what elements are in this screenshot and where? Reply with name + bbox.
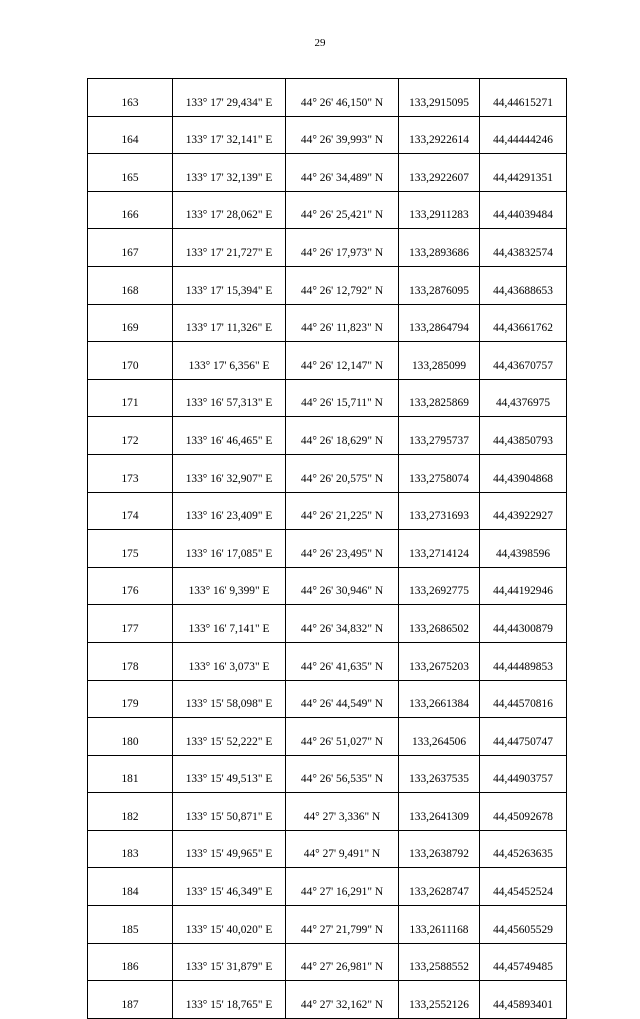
latitude-dms-cell: 44° 26' 18,629" N <box>286 417 399 455</box>
longitude-decimal-cell: 133,2864794 <box>399 304 480 342</box>
longitude-dms-cell: 133° 16' 32,907" E <box>173 454 286 492</box>
latitude-dms-cell: 44° 26' 39,993" N <box>286 116 399 154</box>
latitude-dms-cell: 44° 26' 56,535" N <box>286 755 399 793</box>
point-number-cell: 175 <box>88 530 173 568</box>
point-number-cell: 171 <box>88 379 173 417</box>
latitude-dms-cell: 44° 26' 41,635" N <box>286 642 399 680</box>
latitude-decimal-cell: 44,43850793 <box>480 417 567 455</box>
latitude-decimal-cell: 44,43670757 <box>480 342 567 380</box>
longitude-decimal-cell: 133,2675203 <box>399 642 480 680</box>
table-row <box>88 981 567 1019</box>
longitude-decimal-cell: 133,2876095 <box>399 266 480 304</box>
longitude-dms-cell: 133° 16' 23,409" E <box>173 492 286 530</box>
latitude-decimal-cell: 44,45263635 <box>480 830 567 868</box>
point-number-cell: 187 <box>88 981 173 1019</box>
longitude-decimal-cell: 133,2552126 <box>399 981 480 1019</box>
longitude-dms-cell: 133° 15' 49,513" E <box>173 755 286 793</box>
table-row <box>88 793 567 831</box>
latitude-decimal-cell: 44,43922927 <box>480 492 567 530</box>
latitude-decimal-cell: 44,43661762 <box>480 304 567 342</box>
latitude-decimal-cell: 44,43832574 <box>480 229 567 267</box>
longitude-decimal-cell: 133,285099 <box>399 342 480 380</box>
latitude-decimal-cell: 44,45749485 <box>480 943 567 981</box>
table-row <box>88 718 567 756</box>
longitude-decimal-cell: 133,2692775 <box>399 567 480 605</box>
latitude-decimal-cell: 44,44039484 <box>480 191 567 229</box>
table-row <box>88 229 567 267</box>
longitude-dms-cell: 133° 16' 17,085" E <box>173 530 286 568</box>
point-number-cell: 176 <box>88 567 173 605</box>
table-row <box>88 605 567 643</box>
longitude-dms-cell: 133° 17' 32,141" E <box>173 116 286 154</box>
latitude-decimal-cell: 44,45605529 <box>480 906 567 944</box>
point-number-cell: 166 <box>88 191 173 229</box>
latitude-decimal-cell: 44,44444246 <box>480 116 567 154</box>
longitude-dms-cell: 133° 15' 49,965" E <box>173 830 286 868</box>
longitude-decimal-cell: 133,2611168 <box>399 906 480 944</box>
latitude-dms-cell: 44° 26' 23,495" N <box>286 530 399 568</box>
point-number-cell: 163 <box>88 79 173 117</box>
point-number-cell: 185 <box>88 906 173 944</box>
point-number-cell: 180 <box>88 718 173 756</box>
latitude-decimal-cell: 44,44903757 <box>480 755 567 793</box>
latitude-dms-cell: 44° 27' 26,981" N <box>286 943 399 981</box>
longitude-decimal-cell: 133,2731693 <box>399 492 480 530</box>
longitude-dms-cell: 133° 16' 7,141" E <box>173 605 286 643</box>
table-row <box>88 417 567 455</box>
longitude-dms-cell: 133° 15' 31,879" E <box>173 943 286 981</box>
latitude-decimal-cell: 44,4376975 <box>480 379 567 417</box>
latitude-decimal-cell: 44,44192946 <box>480 567 567 605</box>
longitude-decimal-cell: 133,2825869 <box>399 379 480 417</box>
table-row <box>88 755 567 793</box>
table-row <box>88 642 567 680</box>
point-number-cell: 174 <box>88 492 173 530</box>
latitude-dms-cell: 44° 26' 17,973" N <box>286 229 399 267</box>
table-row <box>88 830 567 868</box>
longitude-decimal-cell: 133,2922614 <box>399 116 480 154</box>
coordinates-table-body <box>88 79 567 1019</box>
coordinates-table <box>87 78 567 1019</box>
latitude-decimal-cell: 44,45893401 <box>480 981 567 1019</box>
latitude-decimal-cell: 44,44570816 <box>480 680 567 718</box>
point-number-cell: 178 <box>88 642 173 680</box>
longitude-decimal-cell: 133,2588552 <box>399 943 480 981</box>
latitude-dms-cell: 44° 26' 20,575" N <box>286 454 399 492</box>
longitude-dms-cell: 133° 15' 52,222" E <box>173 718 286 756</box>
longitude-decimal-cell: 133,2641309 <box>399 793 480 831</box>
latitude-decimal-cell: 44,44291351 <box>480 154 567 192</box>
point-number-cell: 164 <box>88 116 173 154</box>
latitude-dms-cell: 44° 27' 9,491" N <box>286 830 399 868</box>
latitude-dms-cell: 44° 26' 34,489" N <box>286 154 399 192</box>
point-number-cell: 173 <box>88 454 173 492</box>
longitude-decimal-cell: 133,2911283 <box>399 191 480 229</box>
longitude-dms-cell: 133° 16' 9,399" E <box>173 567 286 605</box>
table-row <box>88 868 567 906</box>
longitude-decimal-cell: 133,2714124 <box>399 530 480 568</box>
longitude-decimal-cell: 133,2686502 <box>399 605 480 643</box>
latitude-dms-cell: 44° 27' 32,162" N <box>286 981 399 1019</box>
latitude-dms-cell: 44° 26' 15,711" N <box>286 379 399 417</box>
latitude-dms-cell: 44° 26' 25,421" N <box>286 191 399 229</box>
latitude-dms-cell: 44° 26' 51,027" N <box>286 718 399 756</box>
longitude-dms-cell: 133° 16' 57,313" E <box>173 379 286 417</box>
longitude-decimal-cell: 133,2637535 <box>399 755 480 793</box>
latitude-decimal-cell: 44,43904868 <box>480 454 567 492</box>
latitude-decimal-cell: 44,44300879 <box>480 605 567 643</box>
point-number-cell: 186 <box>88 943 173 981</box>
latitude-decimal-cell: 44,43688653 <box>480 266 567 304</box>
table-row <box>88 154 567 192</box>
latitude-dms-cell: 44° 27' 3,336" N <box>286 793 399 831</box>
point-number-cell: 169 <box>88 304 173 342</box>
table-row <box>88 342 567 380</box>
latitude-dms-cell: 44° 26' 30,946" N <box>286 567 399 605</box>
table-row <box>88 680 567 718</box>
table-row <box>88 79 567 117</box>
point-number-cell: 179 <box>88 680 173 718</box>
longitude-dms-cell: 133° 15' 46,349" E <box>173 868 286 906</box>
point-number-cell: 181 <box>88 755 173 793</box>
longitude-dms-cell: 133° 15' 18,765" E <box>173 981 286 1019</box>
point-number-cell: 172 <box>88 417 173 455</box>
longitude-decimal-cell: 133,2893686 <box>399 229 480 267</box>
longitude-decimal-cell: 133,2638792 <box>399 830 480 868</box>
table-row <box>88 492 567 530</box>
longitude-dms-cell: 133° 15' 40,020" E <box>173 906 286 944</box>
point-number-cell: 183 <box>88 830 173 868</box>
longitude-decimal-cell: 133,2758074 <box>399 454 480 492</box>
latitude-dms-cell: 44° 26' 34,832" N <box>286 605 399 643</box>
point-number-cell: 170 <box>88 342 173 380</box>
longitude-dms-cell: 133° 17' 15,394" E <box>173 266 286 304</box>
longitude-dms-cell: 133° 15' 50,871" E <box>173 793 286 831</box>
table-row <box>88 530 567 568</box>
longitude-decimal-cell: 133,2795737 <box>399 417 480 455</box>
latitude-dms-cell: 44° 26' 44,549" N <box>286 680 399 718</box>
longitude-decimal-cell: 133,2915095 <box>399 79 480 117</box>
latitude-decimal-cell: 44,4398596 <box>480 530 567 568</box>
latitude-dms-cell: 44° 26' 21,225" N <box>286 492 399 530</box>
latitude-decimal-cell: 44,44750747 <box>480 718 567 756</box>
longitude-dms-cell: 133° 15' 58,098" E <box>173 680 286 718</box>
latitude-decimal-cell: 44,45452524 <box>480 868 567 906</box>
latitude-decimal-cell: 44,44489853 <box>480 642 567 680</box>
table-row <box>88 906 567 944</box>
point-number-cell: 168 <box>88 266 173 304</box>
longitude-dms-cell: 133° 17' 11,326" E <box>173 304 286 342</box>
point-number-cell: 182 <box>88 793 173 831</box>
longitude-decimal-cell: 133,2628747 <box>399 868 480 906</box>
table-row <box>88 454 567 492</box>
longitude-dms-cell: 133° 16' 46,465" E <box>173 417 286 455</box>
table-row <box>88 116 567 154</box>
longitude-decimal-cell: 133,264506 <box>399 718 480 756</box>
point-number-cell: 165 <box>88 154 173 192</box>
point-number-cell: 184 <box>88 868 173 906</box>
longitude-decimal-cell: 133,2661384 <box>399 680 480 718</box>
point-number-cell: 177 <box>88 605 173 643</box>
longitude-decimal-cell: 133,2922607 <box>399 154 480 192</box>
page-number: 29 <box>314 37 326 49</box>
table-row <box>88 567 567 605</box>
table-row <box>88 943 567 981</box>
table-row <box>88 191 567 229</box>
longitude-dms-cell: 133° 17' 21,727" E <box>173 229 286 267</box>
table-row <box>88 266 567 304</box>
longitude-dms-cell: 133° 17' 29,434" E <box>173 79 286 117</box>
longitude-dms-cell: 133° 17' 6,356" E <box>173 342 286 380</box>
table-row <box>88 304 567 342</box>
table-row <box>88 379 567 417</box>
latitude-decimal-cell: 44,44615271 <box>480 79 567 117</box>
latitude-dms-cell: 44° 26' 12,792" N <box>286 266 399 304</box>
latitude-decimal-cell: 44,45092678 <box>480 793 567 831</box>
longitude-dms-cell: 133° 17' 32,139" E <box>173 154 286 192</box>
point-number-cell: 167 <box>88 229 173 267</box>
latitude-dms-cell: 44° 27' 21,799" N <box>286 906 399 944</box>
longitude-dms-cell: 133° 17' 28,062" E <box>173 191 286 229</box>
latitude-dms-cell: 44° 26' 11,823" N <box>286 304 399 342</box>
latitude-dms-cell: 44° 26' 46,150" N <box>286 79 399 117</box>
latitude-dms-cell: 44° 26' 12,147" N <box>286 342 399 380</box>
longitude-dms-cell: 133° 16' 3,073" E <box>173 642 286 680</box>
latitude-dms-cell: 44° 27' 16,291" N <box>286 868 399 906</box>
